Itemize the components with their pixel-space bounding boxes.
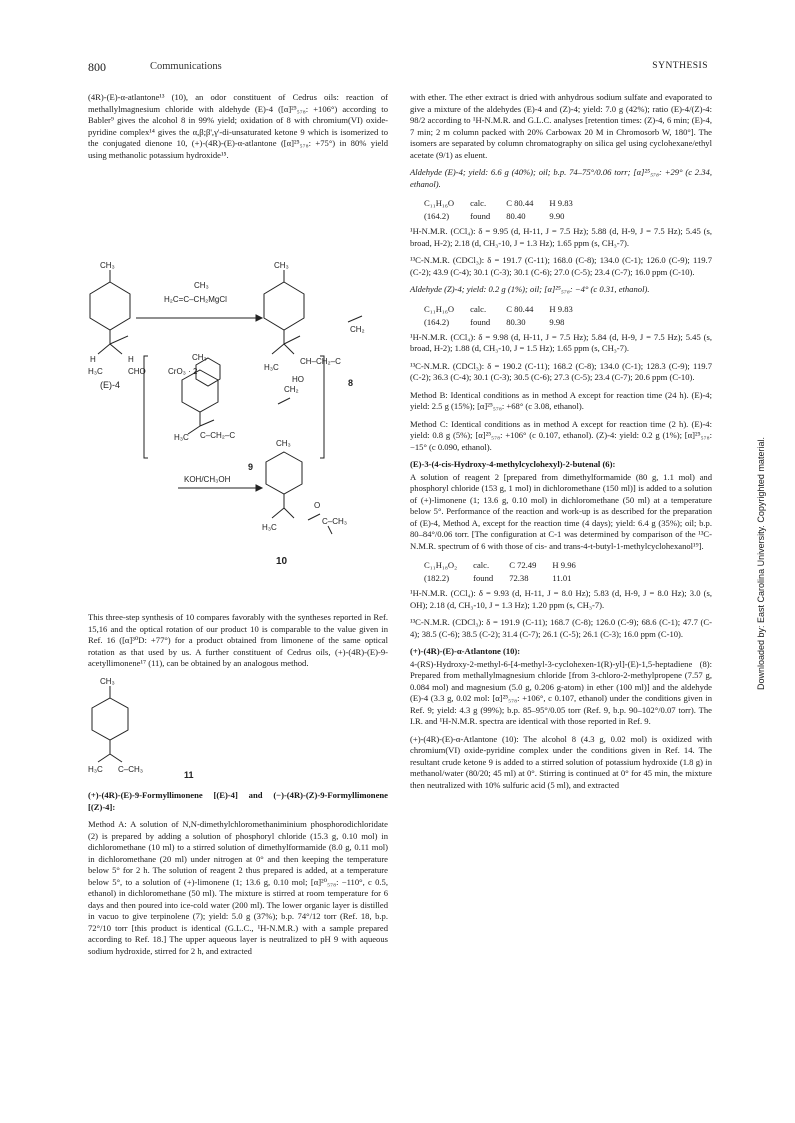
analysis-table-E xyxy=(422,196,589,224)
hnmr-E: ¹H-N.M.R. (CCl₄): δ = 9.95 (d, H-11, J = 7.5 Hz); 5.88 (d, H-9, J = 7.5 Hz); 5.45 (s, broad, H-2); 2.18 (d, CH₃-10, J = 1.3 Hz); 1.65 ppm (s, CH₃-7). xyxy=(410,226,712,248)
analysis-row xyxy=(424,198,587,209)
hnmr-Z: ¹H-N.M.R. (CCl₄): δ = 9.98 (d, H-11, J = 7.5 Hz); 5.84 (d, H-9, J = 7.5 Hz); 5.45 (s, broad, H-2); 1.88 (d, CH₃-10, J = 1.5 Hz); 1.65 ppm (s, CH₃-7). xyxy=(410,331,712,353)
10-ch3: CH₃ xyxy=(276,439,291,448)
label-E4: (E)-4 xyxy=(100,380,120,390)
analysis-cell: C 72.49 xyxy=(509,560,537,570)
analysis-cell: H 9.83 xyxy=(549,303,573,314)
label-9: 9 xyxy=(248,462,254,472)
analysis-cell: (182.2) xyxy=(424,573,450,583)
8-ch3: CH₃ xyxy=(274,262,289,270)
8-ho: HO xyxy=(292,375,304,384)
8-h3c: H₃C xyxy=(264,363,279,372)
method-c-text: Method C: Identical conditions as in method A except for reaction time (2 h). (E)-4: yield: 0.8 g (5%); [α]²⁵₅₇₈: +106° (c 0.107, ethanol). (Z)-4: yield: 0.2 g (1%); [α]²⁵₅₇₈: −15° (c 0.090, ethanol). xyxy=(410,418,712,452)
11-h3c: H₃C xyxy=(88,765,103,774)
cnmr-6: ¹³C-N.M.R. (CDCl₃): δ = 191.9 (C-11); 168.7 (C-8); 126.0 (C-9); 68.6 (C-1); 47.7 (C-4); 38.5 (C-6); 38.5 (C-2); 31.4 (C-7); 26.1 (C-5); 26.1 (C-3); 16.0 ppm (C-10). xyxy=(410,617,712,639)
10-o: O xyxy=(314,501,321,510)
11-cch3: C–CH₃ xyxy=(118,765,144,774)
butenal-text: A solution of reagent 2 [prepared from dimethylformamide (80 g, 1.1 mol) and phosphoryl chloride (153 g, 1 mol) in dichloromethane (150 ml)] is added to a solution of (+)-limonene (1; 13.6 g, 0.10 mol) in dichloromethane (50 ml) at a temperature below 5°. Performance of the reaction and work-up is as described for the preparation of (E)-4, Method A, except for the reaction time (4 days); yield: 6.4 g (35%); oil; b.p. 80–84°/0.06 torr. [The configuration at C-1 was determined by comparison of the ¹³C-N.M.R. spectrum of 6 with those of cis- and trans-4-t-butyl-1-methylcyclohexanol¹⁹]. xyxy=(410,471,712,551)
analysis-cell: (164.2) xyxy=(424,211,450,221)
analysis-cell: calc. xyxy=(470,198,487,208)
analysis-row xyxy=(424,304,587,315)
analysis-cell: C 80.44 xyxy=(506,198,534,208)
analysis-row xyxy=(424,560,590,571)
analysis-row xyxy=(424,573,590,584)
journal-section: Communications xyxy=(150,61,222,72)
analysis-cell: found xyxy=(470,316,491,327)
download-watermark xyxy=(756,330,770,690)
E4-h: H xyxy=(128,355,134,364)
9-h3c: H₃C xyxy=(174,433,189,442)
atlantone-heading: (+)-(4R)-(E)-α-Atlantone (10): xyxy=(410,646,521,656)
aldehyde-Z-text: Aldehyde (Z)-4; yield: 0.2 g (1%); oil; [α]²⁵₅₇₈: −4° (c 0.31, ethanol). xyxy=(410,284,650,294)
analysis-cell: 80.30 xyxy=(506,316,526,327)
method-a-text: Method A: A solution of N,N-dimethylchloromethaniminium phosphorodichloridate (2) is prepared by adding a solution of phosphoryl chloride (15.3 g, 0.10 mol) in dichloromethane (10 ml) to a stirred solution of dimethylformamide (8.0 g, 0.11 mol) in dichloromethane (20 ml) under nitrogen at 0° and then keeping the temperature below 5° for 2 h. The solution of reagent 2 thus prepared is added, at a temperature below 5°, to a solution of (+)-limonene (1; 13.6 g, 0.10 mol; [α]²⁰₅₇₈: −110°, c 0.5, ethanol) in dichloromethane (50 ml). The mixture is stirred at room temperature for 6 days and then poured into ice-cold water (200 ml). The lower organic layer is distilled in vacuo to give terpinolene (7); yield: 5.0 g (37%); b.p. 74°/12 torr (Ref. 18, b.p. 72°/10 torr [this product is identical (G.L.C., ¹H-N.M.R.) with a sample prepared according to Ref. 18.] The upper aqueous layer is neutralized to pH 9 with aqueous sodium hydroxide, stirred for 2 h, and extracted xyxy=(88,819,388,956)
analysis-cell: C₁₁H₁₆O xyxy=(424,198,455,208)
grignard-me: CH₃ xyxy=(194,281,209,290)
analysis-table-Z xyxy=(422,302,589,330)
right-column xyxy=(410,92,712,797)
heptadiene-text: 4-(RS)-Hydroxy-2-methyl-6-[4-methyl-3-cyclohexen-1(R)-yl]-(E)-1,5-heptadiene (8): Prepared from methallylmagnesium chloride [from 3-chloro-2-methylpropene (7.57 g, 0.084 mol) and magnesium (5.0 g, 0.206 g-atom) in ether (100 ml)] and the aldehyde (E)-4 (3.3 g, 0.02 mol: [α]²⁵₅₇₈: +106°, c 0.107, ethanol) under the conditions given in Ref. 9; yield: 4.3 g (99%); b.p. 85–95°/0.05 torr (Ref. 9, b.p. 90–102°/0.07 torr). The I.R. and ¹H-N.M.R. spectra are identical with those reported in Ref. 9. xyxy=(410,658,712,726)
10-cch3: C–CH₃ xyxy=(322,517,348,526)
E4-ch3: CH₃ xyxy=(100,262,115,270)
analysis-row xyxy=(424,211,587,222)
cnmr-E: ¹³C-N.M.R. (CDCl₃): δ = 191.7 (C-11); 168.0 (C-8); 134.0 (C-1); 126.0 (C-9); 119.7 (C-2); 43.9 (C-4); 30.1 (C-3); 30.1 (C-6); 27.0 (C-5); 23.4 (C-7); 16.0 ppm (C-10). xyxy=(410,255,712,277)
label-11: 11 xyxy=(184,770,194,780)
analysis-cell: found xyxy=(470,211,491,221)
cnmr-Z: ¹³C-N.M.R. (CDCl₃): δ = 190.2 (C-11); 168.2 (C-8); 134.0 (C-1); 128.3 (C-9); 119.7 (C-2); 36.3 (C-4); 30.1 (C-3); 30.5 (C-6); 27.3 (C-5); 23.4 (C-7); 20.6 ppm (C-10). xyxy=(410,360,712,382)
analysis-cell: found xyxy=(473,573,494,583)
label-10: 10 xyxy=(276,556,288,567)
analysis-cell: calc. xyxy=(470,303,487,314)
8-ch2: CH₂ xyxy=(350,325,365,334)
ring-E4 xyxy=(90,282,130,330)
analysis-cell: C₁₁H₁₈O₂ xyxy=(424,560,458,570)
hnmr-6: ¹H-N.M.R. (CCl₄): δ = 9.93 (d, H-11, J = 8.0 Hz); 5.83 (d, H-9, J = 8.0 Hz); 3.0 (s, OH); 2.18 (d, CH₃-10, J = 1.3 Hz); 1.20 ppm (s, CH₃-7). xyxy=(410,588,712,610)
analysis-cell: C₁₁H₁₆O xyxy=(424,303,455,314)
analysis-row xyxy=(424,317,587,328)
structure-11 xyxy=(88,676,228,786)
ring-9 xyxy=(182,370,218,412)
page-header xyxy=(88,60,708,76)
page-number: 800 xyxy=(88,60,106,74)
workup-text: with ether. The ether extract is dried with anhydrous sodium sulfate and evaporated to give a mixture of the aldehydes (E)-4 and (Z)-4; yield: 7.0 g (42%); ratio (E)-4/(Z)-4: 98/2 according to ¹H-N.M.R. and G.L.C. analyses [retention times: (Z)-4, 6 min; (E)-4, 7 min; 2 m column packed with 20% Carbowax 20 M in Chromosorb W, 180°]. The isomers are separated by column chromatography on silica gel using cyclohexane/ethyl acetate (9/1) as eluent. xyxy=(410,92,712,160)
reaction-scheme xyxy=(88,262,388,602)
aldehyde-E-text: Aldehyde (E)-4; yield: 6.6 g (40%); oil; b.p. 74–75°/0.06 torr; [α]²⁵₅₇₈: +29° (c 2.34, ethanol). xyxy=(410,167,712,189)
intro-text: (4R)-(E)-α-atlantone¹³ (10), an odor constituent of Cedrus oils: reaction of methallylmagnesium chloride with aldehyde (E)-4 ([α]²⁵₅₇₈: +106°) according to Babler⁹ gives the alcohol 8 in 99% yield; oxidation of 8 with chromium(VI) oxide-pyridine complex¹⁴ gives the α,β;β',γ'-di-unsaturated ketone 9 which is isomerized to the conjugated dienone 10, (+)-(4R)-(E)-α-atlantone ([α]²⁵₅₇₈: +75°) in 80% yield using methanolic potassium hydroxide¹⁵. xyxy=(88,92,388,160)
grignard-reagent: H₂C=C–CH₂MgCl xyxy=(164,295,227,304)
analysis-table-6 xyxy=(422,558,592,586)
8-chain: CH–CH₂–C xyxy=(300,357,341,366)
analysis-cell: calc. xyxy=(473,560,490,570)
analysis-cell: 80.40 xyxy=(506,211,526,221)
method-b-text: Method B: Identical conditions as in method A except for reaction time (24 h). (E)-4; yield: 2.5 g (15%); [α]²⁵₅₇₈: +68° (c 3.08, ethanol). xyxy=(410,389,712,411)
formyllimonene-heading: (+)-(4R)-(E)-9-Formyllimonene [(E)-4] and (−)-(4R)-(Z)-9-Formyllimonene [(Z)-4]: xyxy=(88,790,388,812)
11-ch3: CH₃ xyxy=(100,677,115,686)
cro3-reagent: CrO₃ · 2 xyxy=(168,367,198,376)
analysis-cell: H 9.83 xyxy=(549,198,573,208)
analysis-cell: 11.01 xyxy=(552,573,572,583)
method-a-section xyxy=(88,790,388,963)
butenal-heading: (E)-3-(4-cis-Hydroxy-4-methylcyclohexyl)-2-butenal (6): xyxy=(410,459,616,469)
label-8: 8 xyxy=(348,378,354,388)
analysis-cell: 9.90 xyxy=(549,211,565,221)
9-chain: C–CH₂–C xyxy=(200,431,236,440)
compare-text: This three-step synthesis of 10 compares favorably with the syntheses reported in Ref. 15,16 and the optical rotation of our product 10 is comparable to the value given in Ref. 16 ([α]³⁰D: +77°) for a product obtained from limonene of the same optical rotation as that used by us. A further constituent of Cedrus oils, (+)-(4R)-(E)-9-acetyllimonene¹⁷ (11), can be obtained by an analogous method. xyxy=(88,612,388,668)
analysis-cell: (164.2) xyxy=(424,316,450,327)
analysis-cell: H 9.96 xyxy=(552,560,576,570)
ring-10 xyxy=(266,452,302,494)
journal-name: SYNTHESIS xyxy=(652,61,708,71)
download-note: Downloaded by: East Carolina University. Copyrighted material. xyxy=(756,437,766,690)
analysis-cell: 72.38 xyxy=(509,573,529,583)
E4-h3c: H₃C xyxy=(88,367,103,376)
compare-paragraph xyxy=(88,612,388,676)
analysis-cell: C 80.44 xyxy=(506,303,534,314)
E4-cho: CHO xyxy=(128,367,146,376)
analysis-cell: 9.98 xyxy=(549,316,565,327)
10-h3c: H₃C xyxy=(262,523,277,532)
intro-paragraph xyxy=(88,92,388,167)
ring-8 xyxy=(264,282,304,330)
koh-reagent: KOH/CH₃OH xyxy=(184,475,231,484)
E4-h2: H xyxy=(90,355,96,364)
atlantone-text: (+)-(4R)-(E)-α-Atlantone (10): The alcohol 8 (4.3 g, 0.02 mol) is oxidized with chromium(VI) oxide-pyridine complex under the conditions given in Ref. 14. The resultant crude ketone 9 is added to a stirred solution of potassium hydroxide (1.8 g) in methanol/water (80/20; 45 ml) at 0°. Stirring is continued at 0° for 45 min, the mixture then neutralized with 10% sulfuric acid (5 ml), and extracted xyxy=(410,733,712,790)
9-ch3: CH₃ xyxy=(192,353,207,362)
9-ch2: CH₂ xyxy=(284,385,299,394)
